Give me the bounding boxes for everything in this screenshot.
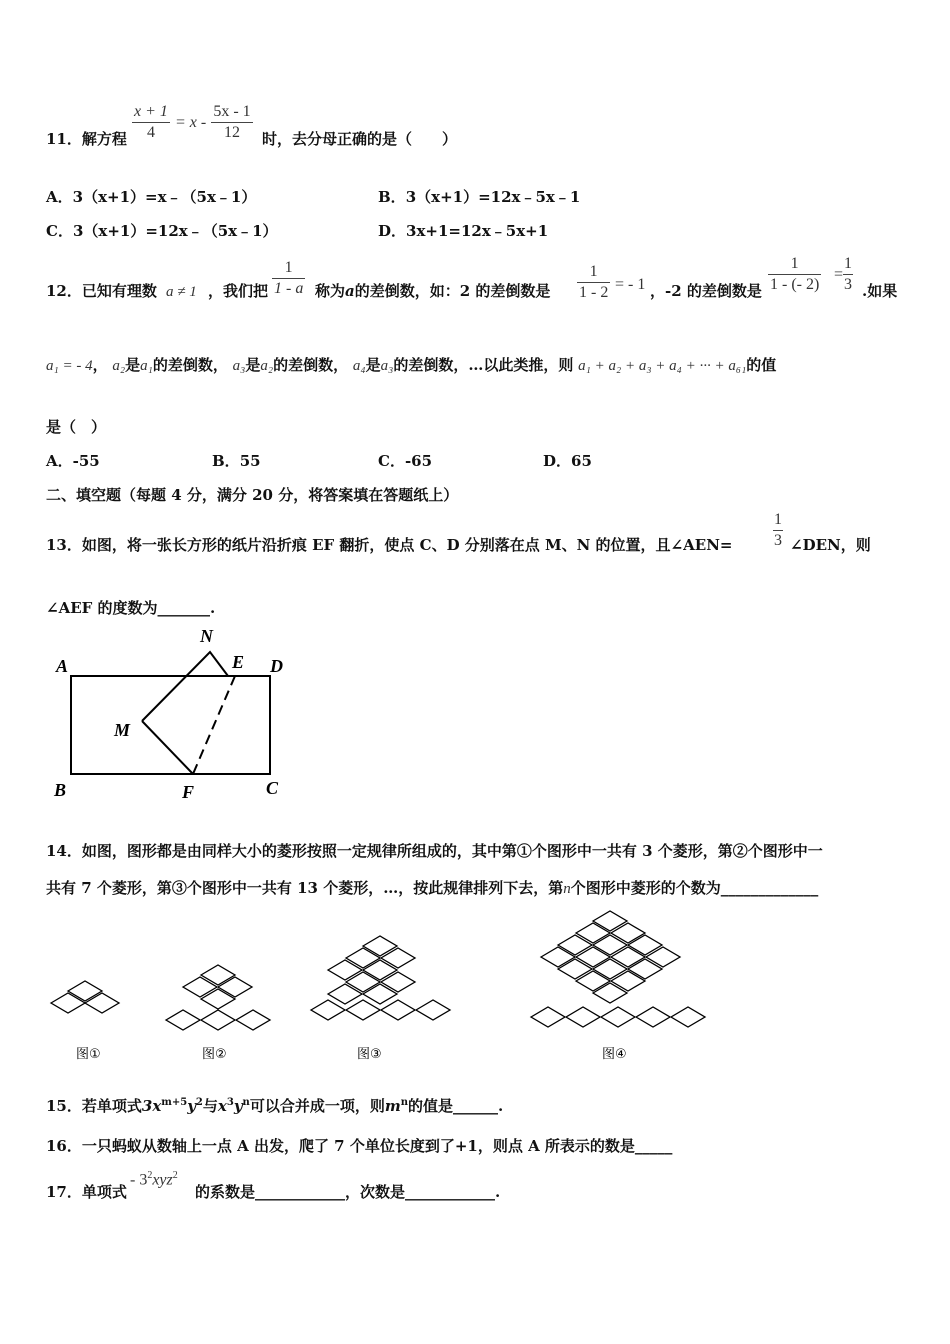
crease-ef (193, 676, 235, 774)
rhombus-icon (636, 1007, 670, 1027)
rhombus-icon (51, 993, 85, 1013)
q12-option-b: B．55 (212, 452, 261, 470)
q12-number: 12．已知有理数 (46, 282, 157, 300)
rhombus-icon (311, 1000, 345, 1020)
rhombus-icon (628, 959, 662, 979)
label-e: E (232, 652, 245, 672)
fold-mn (142, 652, 228, 721)
rhombus-icon (381, 972, 415, 992)
q13-t2: ∠DEN，则 (790, 536, 871, 554)
rhombus-icon (541, 947, 575, 967)
q12-frac2: $\frac{1}{1 - 2}$ (579, 263, 609, 301)
q11-option-c: C．3（x+1）=12x﹣（5x﹣1） (46, 222, 278, 240)
q11-equation: $\frac{x + 1}{4}$ = x - $\frac{5x - 1}{12}$ (134, 103, 251, 141)
rhombus-icon (531, 1007, 565, 1027)
q12-f3-eq: = (834, 266, 844, 283)
caption-fig1: 图① (76, 1047, 101, 1062)
rhombus-icon (558, 935, 592, 955)
rhombus-icon (576, 971, 610, 991)
q12-option-d: D．65 (543, 452, 592, 470)
q11-option-a: A．3（x+1）=x﹣（5x﹣1） (46, 188, 257, 206)
q12-line2: a₁ = - 4， a₂是a₁的差倒数， a₃是a₂的差倒数， a₄是a₃的差倒数，…以此类推，则 a₁ + a₂ + a₃ + a₄ + ··· + a₆₁的值 (46, 356, 777, 374)
label-d: D (270, 656, 283, 676)
q12-t3: 称为a的差倒数，如：2 的差倒数是 (315, 282, 551, 300)
rhombus-icon (381, 1000, 415, 1020)
label-m: M (114, 720, 131, 740)
q12-t9: 是（ ） (46, 418, 107, 436)
q13-t3: ∠AEF 的度数为_______. (46, 599, 216, 617)
q12-t5: ，-2 的差倒数是 (650, 282, 762, 300)
rhombus-icon (576, 923, 610, 943)
rhombus-icon (218, 977, 252, 997)
rhombus-icon (646, 947, 680, 967)
rhombus-icon (671, 1007, 705, 1027)
q14-line2: 共有 7 个菱形，第③个图形中一共有 13 个菱形，…，按此规律排列下去，第n个图形中菱形的个数为_____________ (46, 879, 819, 897)
q12-cond: a ≠ 1 (166, 284, 197, 300)
rhombus-icon (183, 977, 217, 997)
rhombus-icon (201, 965, 235, 985)
rhombus-icon (628, 935, 662, 955)
rhombus-icon (611, 947, 645, 967)
rhombus-icon (68, 981, 102, 1001)
caption-fig2: 图② (202, 1047, 227, 1062)
rhombus-icon (328, 984, 362, 1004)
q12-frac1: $\frac{1}{1 - a}$ (274, 259, 304, 297)
q11-frac-left: $\frac{x + 1}{4}$ (134, 103, 168, 141)
q17-text: 17．单项式 (46, 1183, 127, 1201)
q16-text: 16．一只蚂蚁从数轴上一点 A 出发，爬了 7 个单位长度到了+1，则点 A 所表示的数是_____ (46, 1137, 673, 1155)
q12-frac3-result: $\frac{1}{3}$ (844, 255, 852, 293)
rhombus-icon (346, 1000, 380, 1020)
q14-line1: 14．如图，图形都是由同样大小的菱形按照一定规律所组成的，其中第①个图形中一共有 3 个菱形，第②个图形中一 (46, 842, 823, 860)
rhombus-icon (236, 1010, 270, 1030)
q12-t2: ，我们把 (208, 282, 269, 300)
section2-heading: 二、填空题（每题 4 分，满分 20 分，将答案填在答题纸上） (46, 486, 459, 504)
label-b: B (54, 780, 67, 800)
q11-option-d: D．3x+1=12x﹣5x+1 (378, 222, 549, 240)
q13-figure (50, 622, 300, 802)
rhombus-icon (593, 911, 627, 931)
q12-option-c: C．-65 (378, 452, 433, 470)
rhombus-icon (201, 989, 235, 1009)
q12-option-a: A．-55 (46, 452, 100, 470)
rhombus-icon (346, 948, 380, 968)
q12-frac3: $\frac{1}{1 - (- 2)}$ (770, 255, 820, 293)
rhombus-icon (363, 936, 397, 956)
q11-suffix: 时，去分母正确的是（ ） (262, 130, 458, 148)
q11-frac-right: $\frac{5x - 1}{12}$ (213, 103, 251, 141)
rhombus-icon (593, 983, 627, 1003)
q15-text: 15．若单项式$3x^{m+5}y^2$与$x^3y^n$可以合并成一项，则$m^n$的值是______. (46, 1097, 504, 1115)
rhombus-icon (381, 948, 415, 968)
rhombus-icon (363, 984, 397, 1004)
fold-mf (142, 721, 193, 774)
caption-fig3: 图③ (357, 1047, 382, 1062)
label-c: C (266, 778, 279, 798)
q11-option-b: B．3（x+1）=12x﹣5x﹣1 (378, 188, 581, 206)
rhombus-icon (201, 1010, 235, 1030)
rhombus-icon (593, 959, 627, 979)
rhombus-icon (593, 935, 627, 955)
rhombus-icon (346, 972, 380, 992)
q13-frac: $\frac{1}{3}$ (774, 511, 782, 549)
rhombus-icon (576, 947, 610, 967)
caption-fig4: 图④ (602, 1047, 627, 1062)
q17-expression: - $3^2xyz^2$ (130, 1170, 178, 1189)
q11-text: 11．解方程 (46, 130, 127, 148)
rhombus-icon (611, 923, 645, 943)
label-f: F (182, 782, 195, 802)
label-a: A (56, 656, 69, 676)
rhombus-icon (566, 1007, 600, 1027)
rhombus-icon (328, 960, 362, 980)
rhombus-icon (85, 993, 119, 1013)
q12-f2-eq: = - 1 (615, 276, 646, 293)
label-n: N (200, 626, 213, 646)
q14-rhombus-figures (40, 905, 720, 1075)
rhombus-icon (601, 1007, 635, 1027)
q13-text: 13．如图，将一张长方形的纸片沿折痕 EF 翻折，使点 C、D 分别落在点 M、N 的位置，且∠AEN= (46, 536, 733, 554)
rhombus-icon (166, 1010, 200, 1030)
rhombus-icon (416, 1000, 450, 1020)
rhombus-icon (611, 971, 645, 991)
rhombus-icon (363, 960, 397, 980)
rhombus-icon (558, 959, 592, 979)
q12-t6: .如果 (862, 282, 898, 300)
q17-t2: 的系数是____________，次数是____________. (195, 1183, 501, 1201)
